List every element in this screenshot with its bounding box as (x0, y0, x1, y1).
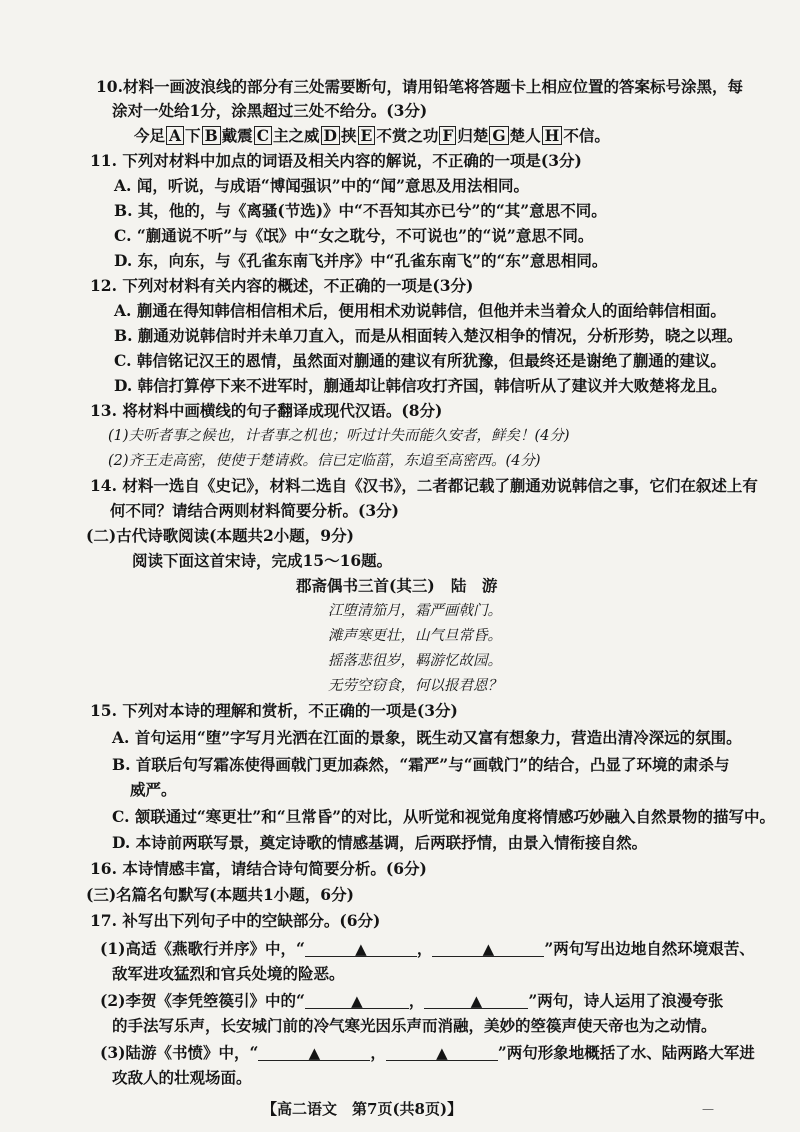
q12-option-c: C. 韩信铭记汉王的恩情，虽然面对蒯通的建议有所犹豫，但最终还是谢绝了蒯通的建议。 (114, 351, 726, 370)
q17-item-1-continued: 敌军进攻猛烈和官兵处境的险恶。 (112, 964, 345, 983)
q17-item-1-suffix: ”两句写出边地自然环境艰苦、 (544, 939, 755, 958)
q12-stem: 12. 下列对材料有关内容的概述，不正确的一项是(3分) (90, 276, 474, 295)
triangle-mark-icon: ▲ (470, 992, 483, 1010)
q14-line1: 14. 材料一选自《史记》，材料二选自《汉书》，二者都记载了蒯通劝说韩信之事，它们在叙述上有 (90, 476, 758, 495)
q17-blank-1a[interactable] (305, 938, 417, 957)
section-2-heading: (二)古代诗歌阅读(本题共2小题，9分) (86, 526, 354, 545)
q17-comma: ， (370, 1043, 386, 1062)
poem-title-line (296, 575, 497, 597)
q12-option-a: A. 蒯通在得知韩信相信相术后，便用相术劝说韩信，但他并未当着众人的面给韩信相面。 (114, 301, 726, 320)
poem-line-3: 摇落悲徂岁，羁游忆故园。 (328, 653, 502, 669)
q10-line2: 涂对一处给1分，涂黑超过三处不给分。(3分) (112, 101, 428, 120)
q10-line1: 10.材料一画波浪线的部分有三处需要断句，请用铅笔将答题卡上相应位置的答案标号涂黑，每 (96, 77, 743, 96)
q12-option-d: D. 韩信打算停下来不进军时，蒯通却让韩信攻打齐国，韩信听从了建议并大败楚将龙且。 (114, 376, 727, 395)
q16-stem: 16. 本诗情感丰富，请结合诗句简要分析。(6分) (90, 859, 427, 878)
q13-stem: 13. 将材料中画横线的句子翻译成现代汉语。(8分) (90, 401, 443, 420)
break-box-e: E (358, 126, 376, 145)
segment-text: 归楚 (457, 126, 489, 145)
segment-text: 戴震 (221, 126, 253, 145)
q17-comma: ， (408, 991, 425, 1010)
q17-blank-3a[interactable] (258, 1042, 370, 1061)
q17-item-3-suffix: ”两句形象地概括了水、陆两路大军进 (497, 1043, 755, 1062)
section-2-intro: 阅读下面这首宋诗，完成15～16题。 (132, 551, 393, 570)
q17-comma: ， (416, 939, 433, 958)
triangle-mark-icon: ▲ (482, 940, 495, 958)
q17-item-2-prefix: (2)李贺《李凭箜篌引》中的“ (100, 991, 305, 1010)
q17-stem: 17. 补写出下列句子中的空缺部分。(6分) (90, 911, 381, 930)
q15-option-b-line1: B. 首联后句写霜冻使得画戟门更加森然，“霜严”与“画戟门”的结合，凸显了环境的肃杀与 (112, 755, 730, 774)
page-footer: 【高二语文 第7页(共8页)】 (262, 1100, 463, 1118)
break-box-d: D (321, 126, 340, 145)
segment-start: 今足 (134, 126, 166, 145)
q17-blank-1b[interactable] (432, 938, 544, 957)
poem-line-1: 江堕清笳月，霜严画戟门。 (328, 603, 502, 619)
q13-sentence-2: (2)齐王走高密，使使于楚请救。信已定临菑，东追至高密西。(4分) (108, 453, 541, 469)
break-box-f: F (439, 126, 456, 145)
footer-dash: — (702, 1102, 714, 1116)
poem-author: 陆 游 (450, 576, 498, 595)
q11-option-d: D. 东，向东，与《孔雀东南飞并序》中“孔雀东南飞”的“东”意思相同。 (114, 251, 608, 270)
q15-option-d: D. 本诗前两联写景，奠定诗歌的情感基调，后两联抒情，由景入情衔接自然。 (112, 833, 648, 852)
break-box-b: B (202, 126, 221, 145)
q17-item-3-prefix: (3)陆游《书愤》中，“ (100, 1043, 259, 1062)
triangle-mark-icon: ▲ (436, 1044, 448, 1062)
break-box-g: G (489, 126, 508, 145)
q17-item-2-continued: 的手法写乐声，长安城门前的冷气寒光因乐声而消融，美妙的箜篌声使天帝也为之动情。 (112, 1016, 717, 1035)
section-3-heading: (三)名篇名句默写(本题共1小题，6分) (86, 885, 354, 904)
q17-blank-3b[interactable] (386, 1042, 498, 1061)
triangle-mark-icon: ▲ (308, 1044, 321, 1062)
q15-option-a: A. 首句运用“堕”字写月光洒在江面的景象，既生动又富有想象力，营造出清冷深远的氛围。 (112, 728, 742, 747)
q11-option-a: A. 闻，听说，与成语“博闻强识”中的“闻”意思及用法相同。 (114, 176, 529, 195)
q15-stem: 15. 下列对本诗的理解和赏析，不正确的一项是(3分) (90, 701, 458, 720)
q15-option-c: C. 颔联通过“寒更壮”和“旦常昏”的对比，从听觉和视觉角度将情感巧妙融入自然景物的描写中。 (112, 807, 776, 826)
q10-segment-line (134, 125, 610, 147)
poem-line-4: 无劳空窃食，何以报君恩？ (328, 678, 502, 694)
poem-title: 郡斋偶书三首(其三) (296, 576, 435, 595)
poem-line-2: 滩声寒更壮，山气旦常昏。 (328, 628, 502, 644)
q12-option-b: B. 蒯通劝说韩信时并未单刀直入，而是从相面转入楚汉相争的情况，分析形势，晓之以理。 (114, 326, 743, 345)
triangle-mark-icon: ▲ (351, 992, 363, 1010)
q15-option-b-line2: 威严。 (130, 780, 177, 799)
q11-option-c: C. “蒯通说不听”与《氓》中“女之耽兮，不可说也”的“说”意思不同。 (114, 226, 594, 245)
segment-text: 挟 (341, 126, 357, 145)
q13-sentence-1: (1)夫听者事之候也，计者事之机也；听过计失而能久安者，鲜矣！(4分) (108, 428, 570, 444)
segment-text: 楚人 (509, 126, 541, 145)
break-box-h: H (542, 126, 563, 145)
q17-blank-2a[interactable] (305, 990, 409, 1009)
q14-line2: 何不同？请结合两则材料简要分析。(3分) (110, 501, 399, 520)
q17-item-1 (100, 938, 755, 960)
segment-text: 不赏之功 (376, 126, 439, 145)
triangle-mark-icon: ▲ (355, 940, 367, 958)
break-box-a: A (166, 126, 184, 145)
q17-blank-2b[interactable] (424, 990, 528, 1009)
q17-item-2 (100, 990, 723, 1012)
q17-item-2-suffix: ”两句，诗人运用了浪漫夸张 (528, 991, 724, 1010)
q11-stem: 11. 下列对材料中加点的词语及相关内容的解说，不正确的一项是(3分) (90, 151, 582, 170)
q17-item-3 (100, 1042, 755, 1064)
break-box-c: C (254, 126, 272, 145)
segment-text: 主之威 (273, 126, 320, 145)
segment-text: 不信。 (563, 126, 610, 145)
q17-item-1-prefix: (1)高适《燕歌行并序》中，“ (100, 939, 305, 958)
q11-option-b: B. 其，他的，与《离骚(节选)》中“不吾知其亦已兮”的“其”意思不同。 (114, 201, 607, 220)
segment-text: 下 (185, 126, 201, 145)
q17-item-3-continued: 攻敌人的壮观场面。 (112, 1068, 252, 1087)
